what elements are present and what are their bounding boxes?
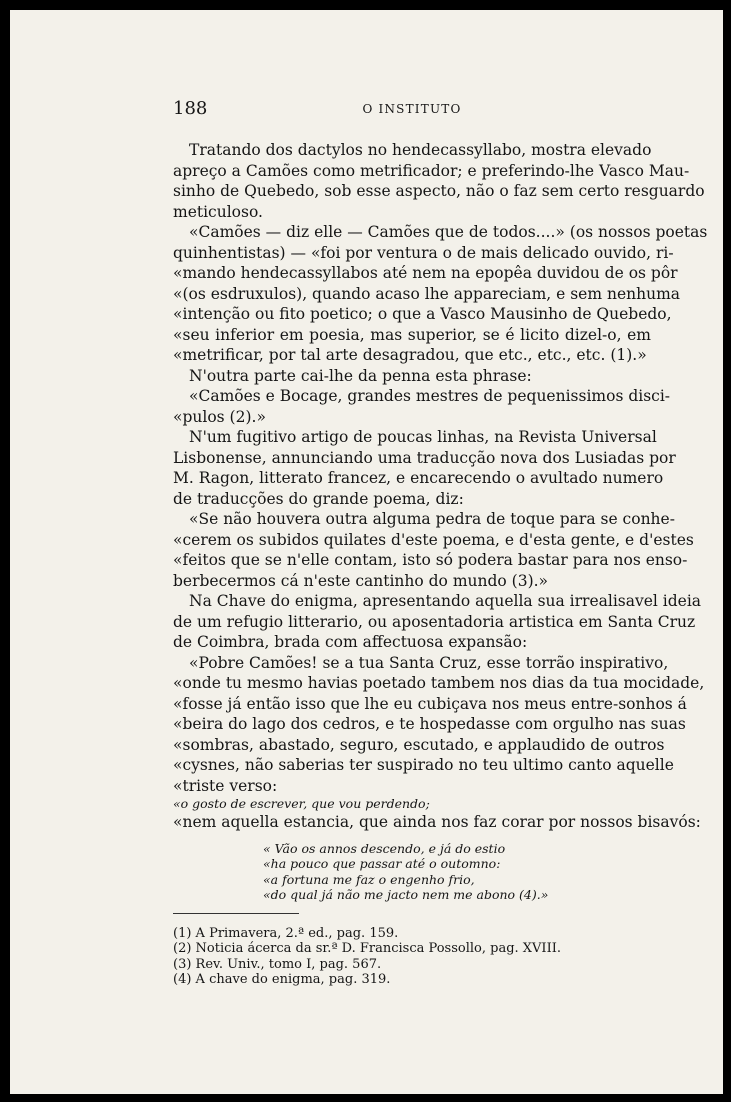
text-line: «mando hendecassyllabos até nem na epopêa duvidou de os pôr	[173, 264, 678, 282]
paragraph	[173, 509, 694, 591]
text-line: «metrificar, por tal arte desagradou, que etc., etc., etc. (1).»	[173, 346, 647, 364]
text-line: «Pobre Camões! se a tua Santa Cruz, esse torrão inspirativo,	[189, 653, 669, 672]
text-line: «sombras, abastado, seguro, escutado, e applaudido de outros	[173, 735, 665, 754]
text-line: «intenção ou fito poetico; o que a Vasco Mausinho de Quebedo,	[173, 305, 672, 323]
text-line: de traducções do grande poema, diz:	[173, 489, 464, 508]
text-line: «Camões e Bocage, grandes mestres de pequenissimos disci-	[189, 387, 671, 405]
text-line: «seu inferior em poesia, mas superior, se é licito dizel-o, em	[173, 325, 651, 344]
page-header	[173, 98, 651, 120]
text-line: «cerem os subidos quilates d'este poema, e d'esta gente, e d'estes	[173, 530, 694, 549]
book-page	[10, 10, 723, 1094]
paragraph	[173, 140, 705, 222]
footnote: (1) A Primavera, 2.ª ed., pag. 159.	[173, 925, 399, 941]
paragraph	[173, 427, 676, 509]
text-line: N'outra parte cai-lhe da penna esta phrase:	[189, 366, 532, 385]
text-line: apreço a Camões como metrificador; e preferindo-lhe Vasco Mau-	[173, 161, 690, 180]
running-title: O INSTITUTO	[362, 102, 462, 116]
text-line: de um refugio litterario, ou aposentadoria artistica em Santa Cruz	[173, 612, 696, 631]
text-line: berbecermos cá n'este cantinho do mundo (3).»	[173, 571, 549, 590]
verse-line: «do qual já não me jacto nem me abono (4).»	[263, 887, 549, 902]
text-line: «nem aquella estancia, que ainda nos faz corar por nossos bisavós:	[173, 813, 701, 831]
verse-line: «ha pouco que passar até o outomno:	[263, 856, 501, 871]
text-line: «Camões — diz elle — Camões que de todos....» (os nossos poetas	[189, 223, 708, 241]
page-number: 188	[173, 98, 208, 119]
text-line: «beira do lago dos cedros, e te hospedasse com orgulho nas suas	[173, 715, 686, 733]
text-line: «feitos que se n'elle contam, isto só podera bastar para nos enso-	[173, 551, 688, 569]
text-line: quinhentistas) — «foi por ventura o de mais delicado ouvido, ri-	[173, 243, 674, 262]
verse-line: « Vão os annos descendo, e já do estio	[263, 840, 506, 856]
text-line: de Coimbra, brada com affectuosa expansão:	[173, 633, 528, 651]
paragraph	[173, 366, 651, 387]
body-text	[173, 140, 708, 988]
text-line: Tratando dos dactylos no hendecassyllabo, mostra elevado	[189, 141, 652, 159]
text-line: sinho de Quebedo, sob esse aspecto, não o faz sem certo resguardo	[173, 182, 705, 200]
text-line: «Se não houvera outra alguma pedra de toque para se conhe-	[189, 510, 675, 528]
quoted-verse-line: «o gosto de escrever, que vou perdendo;	[173, 796, 430, 811]
text-line: «fosse já então isso que lhe eu cubiçava nos meus entre-sonhos á	[173, 694, 687, 713]
paragraph	[173, 591, 702, 653]
text-line: meticuloso.	[173, 202, 263, 221]
text-line: «onde tu mesmo havias poetado tambem nos dias da tua mocidade,	[173, 674, 705, 692]
text-line: N'um fugitivo artigo de poucas linhas, na Revista Universal	[189, 428, 657, 446]
paragraph	[173, 222, 708, 366]
text-line: M. Ragon, litterato francez, e encarecendo o avultado numero	[173, 469, 664, 487]
text-line: «pulos (2).»	[173, 407, 266, 426]
paragraph	[173, 653, 705, 797]
footnote: (4) A chave do enigma, pag. 319.	[173, 972, 391, 987]
verse-quote	[263, 841, 651, 903]
text-line: «(os esdruxulos), quando acaso lhe appareciam, e sem nenhuma	[173, 284, 681, 303]
text-line: Na Chave do enigma, apresentando aquella sua irrealisavel ideia	[189, 592, 702, 610]
text-line: Lisbonense, annunciando uma traducção nova dos Lusiadas por	[173, 448, 676, 467]
verse-line: «a fortuna me faz o engenho frio,	[263, 871, 475, 887]
footnote: (3) Rev. Univ., tomo I, pag. 567.	[173, 956, 382, 972]
footnote: (2) Noticia ácerca da sr.ª D. Francisca Possollo, pag. XVIII.	[173, 941, 561, 956]
text-line: «cysnes, não saberias ter suspirado no teu ultimo canto aquelle	[173, 756, 674, 774]
footnotes	[173, 926, 651, 988]
footnote-divider	[173, 913, 299, 914]
paragraph	[173, 386, 671, 427]
text-line: «triste verso:	[173, 776, 278, 795]
